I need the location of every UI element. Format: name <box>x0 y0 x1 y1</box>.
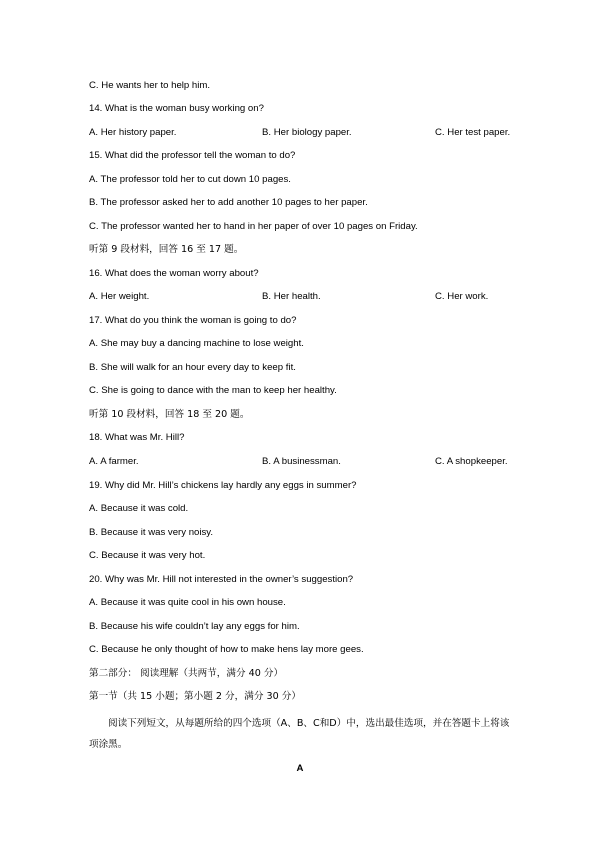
listening-instruction-9: 听第 9 段材料，回答 16 至 17 题。 <box>89 244 244 255</box>
q14-option-b: B. Her biology paper. <box>262 127 352 138</box>
q15-option-a: A. The professor told her to cut down 10 pages. <box>89 174 291 185</box>
question-15: 15. What did the professor tell the woman to do? <box>89 150 296 161</box>
q16-option-a: A. Her weight. <box>89 291 150 302</box>
question-16: 16. What does the woman worry about? <box>89 268 259 279</box>
question-17: 17. What do you think the woman is going to do? <box>89 315 297 326</box>
question-18: 18. What was Mr. Hill? <box>89 432 185 443</box>
q15-option-b: B. The professor asked her to add another 10 pages to her paper. <box>89 197 368 208</box>
q17-option-c: C. She is going to dance with the man to keep her healthy. <box>89 385 337 396</box>
q19-option-c: C. Because it was very hot. <box>89 550 206 561</box>
q14-option-a: A. Her history paper. <box>89 127 177 138</box>
passage-a-heading: A <box>296 763 304 774</box>
q13-option-c: C. He wants her to help him. <box>89 80 211 91</box>
q18-option-b: B. A businessman. <box>262 456 341 467</box>
q14-option-c: C. Her test paper. <box>435 127 511 138</box>
q18-option-c: C. A shopkeeper. <box>435 456 508 467</box>
q19-option-b: B. Because it was very noisy. <box>89 527 214 538</box>
question-20: 20. Why was Mr. Hill not interested in the owner’s suggestion? <box>89 574 354 585</box>
q17-option-b: B. She will walk for an hour every day to keep fit. <box>89 362 296 373</box>
q16-option-b: B. Her health. <box>262 291 321 302</box>
q16-option-c: C. Her work. <box>435 291 489 302</box>
q18-option-a: A. A farmer. <box>89 456 139 467</box>
section-one-heading: 第一节（共 15 小题；第小题 2 分，满分 30 分） <box>89 691 301 702</box>
q19-option-a: A. Because it was cold. <box>89 503 189 514</box>
q15-option-c: C. The professor wanted her to hand in her paper of over 10 pages on Friday. <box>89 221 418 232</box>
q17-option-a: A. She may buy a dancing machine to lose weight. <box>89 338 304 349</box>
q20-option-c: C. Because he only thought of how to make hens lay more gees. <box>89 644 364 655</box>
question-19: 19. Why did Mr. Hill’s chickens lay hardly any eggs in summer? <box>89 480 357 491</box>
q20-option-b: B. Because his wife couldn’t lay any eggs for him. <box>89 621 300 632</box>
question-14: 14. What is the woman busy working on? <box>89 103 264 114</box>
listening-instruction-10: 听第 10 段材料，回答 18 至 20 题。 <box>89 409 250 420</box>
part-two-heading: 第二部分： 阅读理解（共两节，满分 40 分） <box>89 668 284 679</box>
q20-option-a: A. Because it was quite cool in his own house. <box>89 597 286 608</box>
reading-instruction: 阅读下列短文，从每题所给的四个选项（A、B、C和D）中，选出最佳选项，并在答题卡上将该项涂黑。 <box>89 718 510 750</box>
